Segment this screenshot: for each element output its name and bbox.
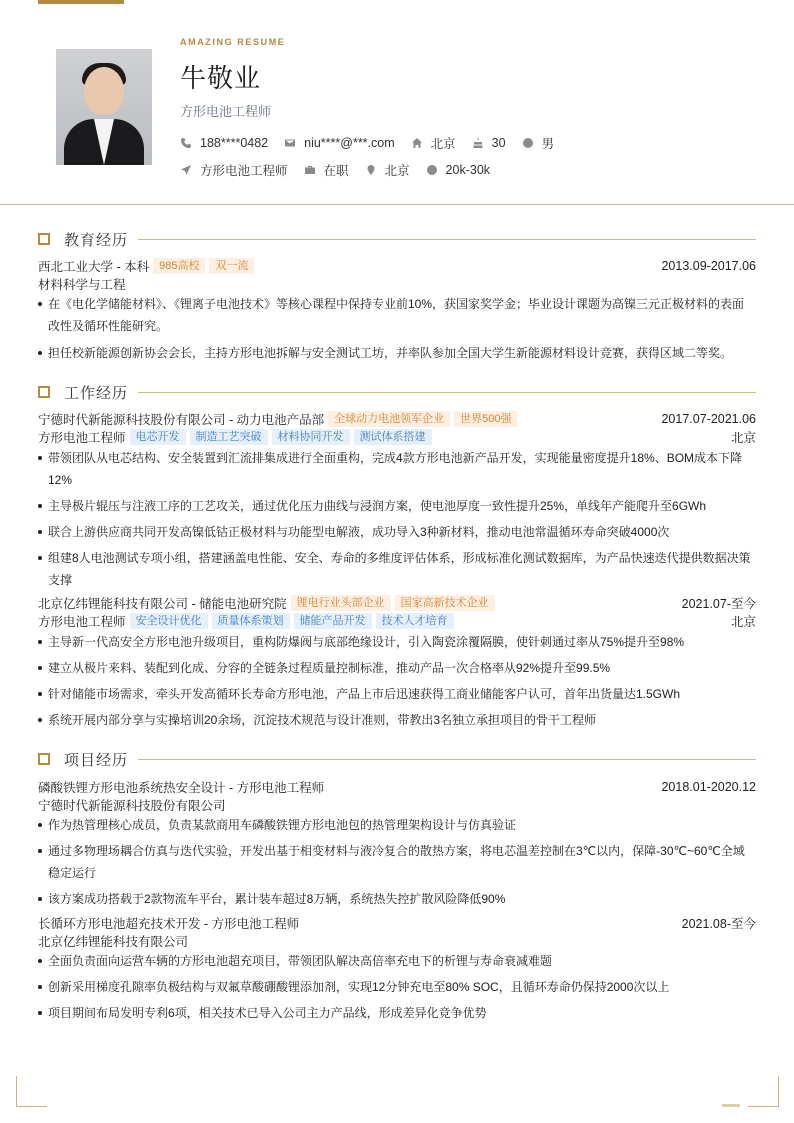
cake-icon [472,137,484,149]
project-name-line [38,778,756,796]
company-name: 北京亿纬锂能科技有限公司 - 储能电池研究院 [38,597,287,611]
send-icon [180,164,192,176]
resume-header [0,0,794,204]
location-icon [365,164,377,176]
target-city-text: 北京 [384,164,410,178]
candidate-title: 方形电池工程师 [180,104,272,119]
work-bullet: 主导新一代高安全方形电池升级项目，重构防爆阀与底部绝缘设计，引入陶瓷涂覆隔膜，使针刺通过率从75%提升至98% [38,631,756,653]
section-rule [138,392,756,393]
major-name: 材料科学与工程 [38,278,126,292]
salary-text: 20k-30k [445,163,491,177]
work-location: 北京 [730,431,756,445]
work-role-line [38,612,756,630]
work-date: 2021.07-至今 [681,597,756,611]
project-name-line [38,914,756,932]
education-section-header [38,229,756,249]
role-tag: 安全设计优化 [130,613,208,629]
home-icon [411,137,423,149]
gender-icon [522,137,534,149]
project-company-line [38,932,756,950]
status-info [304,161,349,179]
money-icon [426,164,438,176]
role-name: 方形电池工程师 [38,615,126,629]
role-tag: 制造工艺突破 [190,429,268,445]
company-name: 宁德时代新能源科技股份有限公司 - 动力电池产品部 [38,413,325,427]
project-company-line [38,796,756,814]
status-text: 在职 [323,164,349,178]
work-bullet: 带领团队从电芯结构、安全装置到汇流排集成进行全面重构，完成4款方形电池新产品开发，实现能量密度提升18%、BOM成本下降12% [38,447,756,491]
work-bullet: 建立从极片来料、装配到化成、分容的全链条过程质量控制标准，推动产品一次合格率从92%提升至99.5% [38,657,756,679]
education-school-line [38,257,756,275]
phone-icon [180,137,192,149]
candidate-name: 牛敬业 [180,63,262,93]
work-bullet: 组建8人电池测试专项小组，搭建涵盖电性能、安全、寿命的多维度评估体系，形成标准化测试数据库，为产品快速迭代提供数据决策支撑 [38,547,756,591]
projects-section-header [38,749,756,769]
target-city-info [365,161,410,179]
target-role-text: 方形电池工程师 [200,164,288,178]
role-tag: 材料协同开发 [272,429,350,445]
target-role-info [180,161,288,179]
project-name: 长循环方形电池超充技术开发 - 方形电池工程师 [38,917,300,931]
age-info [472,136,506,150]
contact-row-2 [180,161,506,179]
school-name: 西北工业大学 - 本科 [38,260,150,274]
work-bullet: 针对储能市场需求，牵头开发高循环长寿命方形电池，产品上市后迅速获得工商业储能客户认可，首年出货量达1.5GWh [38,683,756,705]
education-date: 2013.09-2017.06 [661,259,756,273]
phone-text: 188****0482 [200,136,269,150]
corner-decoration-left [16,1076,47,1107]
education-title: 教育经历 [64,231,129,249]
company-tag: 国家高新技术企业 [395,595,495,611]
work-title: 工作经历 [64,384,129,402]
projects-title: 项目经历 [64,751,129,769]
phone-info [180,136,268,150]
education-bullet: 在《电化学储能材料》、《锂离子电池技术》等核心课程中保持专业前10%，获国家奖学金；毕业设计课题为高镍三元正极材料的表面改性及循环性能研究。 [38,293,756,337]
school-tag: 985高校 [153,258,205,274]
section-rule [138,239,756,240]
company-tag: 世界500强 [454,411,517,427]
work-company-line [38,410,756,428]
briefcase-icon [304,164,316,176]
education-bullet: 担任校新能源创新协会会长，主持方形电池拆解与安全测试工坊，并率队参加全国大学生新能源材料设计竞赛，获得区域二等奖。 [38,342,756,364]
work-bullet: 主导极片辊压与注液工序的工艺攻关，通过优化压力曲线与浸润方案，使电池厚度一致性提升25%，单线年产能爬升至6GWh [38,495,756,517]
section-rule [138,759,756,760]
work-role-line [38,428,756,446]
project-company: 北京亿纬锂能科技有限公司 [38,935,189,949]
role-tag: 质量体系策划 [212,613,290,629]
email-text: niu****@***.com [304,136,395,150]
gender-info [522,134,555,152]
company-tag: 全球动力电池领军企业 [328,411,450,427]
role-tag: 测试体系搭建 [354,429,432,445]
age-text: 30 [491,136,506,150]
section-square-icon [38,753,50,765]
email-info [284,136,395,150]
company-tag: 锂电行业头部企业 [291,595,391,611]
project-bullet: 该方案成功搭载于2款物流车平台，累计装车超过8万辆，系统热失控扩散风险降低90% [38,888,756,910]
project-bullet: 创新采用梯度孔隙率负极结构与双氟草酸硼酸锂添加剂，实现12分钟充电至80% SOC，且循环寿命仍保持2000次以上 [38,976,756,998]
project-company: 宁德时代新能源科技股份有限公司 [38,799,226,813]
profile-photo [56,49,152,165]
work-section-header [38,382,756,402]
salary-info [426,163,490,177]
section-square-icon [38,233,50,245]
project-bullet: 项目期间布局发明专利6项，相关技术已导入公司主力产品线，形成差异化竞争优势 [38,1002,756,1024]
work-date: 2017.07-2021.06 [661,412,756,426]
project-bullet: 作为热管理核心成员，负责某款商用车磷酸铁锂方形电池包的热管理架构设计与仿真验证 [38,814,756,836]
role-name: 方形电池工程师 [38,431,126,445]
footer-accent-mark [722,1104,740,1107]
education-major-line [38,275,756,293]
gender-text: 男 [541,137,555,151]
work-company-line [38,594,756,612]
brand-label: AMAZING RESUME [180,37,286,47]
city-info [411,134,456,152]
work-location: 北京 [730,615,756,629]
project-date: 2021.08-至今 [681,917,756,931]
project-bullet: 全面负责面向运营车辆的方形电池超充项目，带领团队解决高倍率充电下的析锂与寿命衰减难题 [38,950,756,972]
mail-icon [284,137,296,149]
header-divider [0,204,794,205]
project-bullet: 通过多物理场耦合仿真与迭代实验，开发出基于相变材料与液冷复合的散热方案，将电芯温差控制在3℃以内，保障-30℃~60℃全域稳定运行 [38,840,756,884]
project-date: 2018.01-2020.12 [661,780,756,794]
contact-row-1 [180,134,570,152]
section-square-icon [38,386,50,398]
role-tag: 电芯开发 [130,429,186,445]
corner-decoration-right [748,1076,779,1107]
work-bullet: 系统开展内部分享与实操培训20余场，沉淀技术规范与设计准则，带教出3名独立承担项目的骨干工程师 [38,709,756,731]
school-tag: 双一流 [209,258,254,274]
role-tag: 储能产品开发 [294,613,372,629]
role-tag: 技术人才培育 [376,613,454,629]
project-name: 磷酸铁锂方形电池系统热安全设计 - 方形电池工程师 [38,781,325,795]
city-text: 北京 [430,137,456,151]
work-bullet: 联合上游供应商共同开发高镍低钴正极材料与功能型电解液，成功导入3种新材料，推动电池常温循环寿命突破4000次 [38,521,756,543]
